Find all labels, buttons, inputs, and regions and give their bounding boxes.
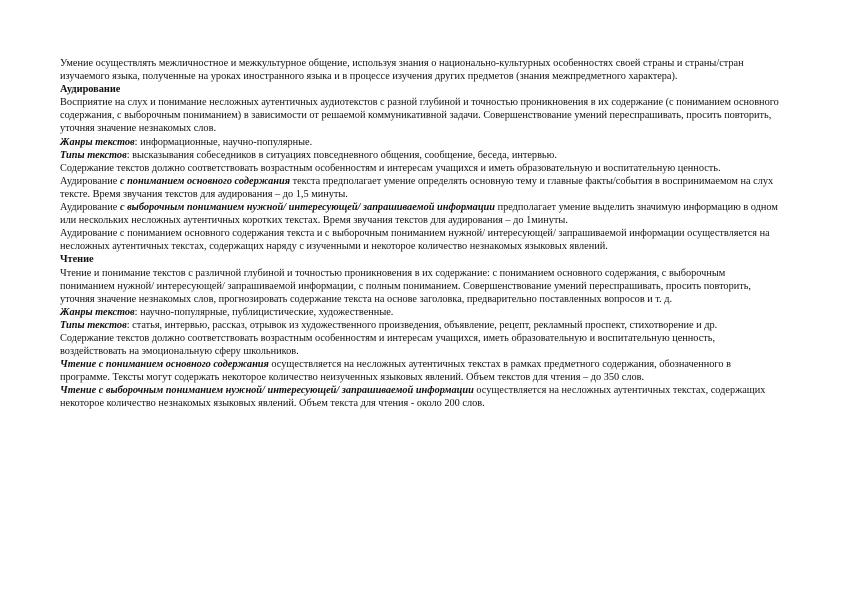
listening-sel-post: предполагает умение выделить значимую информацию в одном или нескольких несложных аутентичных коротких текстах. Время звучания текстов для аудирования – до 1минуты. [60,202,778,227]
reading-description: Чтение и понимание текстов с различной глубиной и точностью проникновения в их содержание: с пониманием основного содержания, с выборочным пониманием нужной/ интересующей/ запрашиваемой информации, с полным пониманием. Совершенствование умений переспрашивать, просить повторить, уточняя значение незнакомых слов, прогнозировать содержание текста на основе заголовка, предварительно поставленных вопросов и т. д. [60,267,752,305]
reading-content-requirement: Содержание текстов должно соответствовать возрастным особенностям и интересам учащихся, иметь образовательную и воспитательную ценность, воздействовать на эмоциональную сферу школьников. [60,332,716,358]
reading-selective-understanding [60,384,780,410]
listening-main-emphasis: с пониманием основного содержания [119,175,291,187]
listening-combined: Аудирование с пониманием основного содержания текста и с выборочным пониманием нужной/ интересующей/ запрашиваемой информации осуществляется на несложных аутентичных текстах, содержащих наряду с изученными и некоторое количество незнакомых языковых явлений. [60,228,770,253]
listening-types-label: Типы текстов [60,149,127,161]
reading-main-understanding [60,358,780,384]
listening-sel-pre: Аудирование [60,202,120,214]
listening-main-understanding [60,175,780,201]
reading-types [60,319,780,332]
listening-description: Восприятие на слух и понимание несложных аутентичных аудиотекстов с разной глубиной и точностью проникновения в их содержание (с пониманием основного содержания, с выборочным пониманием) в зависимости от решаемой коммуникативной задачи. Совершенствование умений переспрашивать, просить повторить, уточняя значение незнакомых слов. [60,97,779,135]
reading-types-label: Типы текстов [60,319,127,331]
listening-types [60,149,780,162]
listening-genres-text: : информационные, научно-популярные. [134,136,313,148]
document-body [60,57,780,411]
reading-genres [60,306,780,319]
reading-sel-emphasis: Чтение с выборочным пониманием нужной/ интересующей/ запрашиваемой информации [60,385,474,397]
listening-sel-emphasis: с выборочным пониманием нужной/ интересующей/ запрашиваемой информации [119,202,496,214]
reading-heading: Чтение [60,254,94,266]
reading-genres-text: : научно-популярные, публицистические, художественные. [134,306,394,318]
reading-sel-post: осуществляется на несложных аутентичных текстах, содержащих некоторое количество незнакомых языковых явлений. Объем текста для чтения - около 200 слов. [60,385,766,410]
listening-main-post: текста предполагает умение определять основную тему и главные факты/события в воспринимаемом на слух тексте. Время звучания текстов для аудирования – до 1,5 минуты. [60,175,774,200]
listening-genres [60,136,780,149]
listening-main-pre: Аудирование [60,175,120,187]
listening-content-requirement: Содержание текстов должно соответствовать возрастным особенностям и интересам учащихся и иметь образовательную и воспитательную ценность. [60,162,721,174]
reading-types-text: : статья, интервью, рассказ, отрывок из художественного произведения, объявление, рецепт, рекламный проспект, стихотворение и др. [126,319,718,331]
listening-heading: Аудирование [60,84,121,96]
reading-genres-label: Жанры текстов [60,306,135,318]
intro-paragraph: Умение осуществлять межличностное и межкультурное общение, используя знания о национально-культурных особенностях своей страны и страны/стран изучаемого языка, полученные на уроках иностранного языка и в процессе изучения других предметов (знания межпредметного характера). [60,58,744,83]
listening-genres-label: Жанры текстов [60,136,135,148]
reading-main-emphasis: Чтение с пониманием основного содержания [60,359,269,371]
listening-selective-understanding [60,201,780,227]
reading-main-post: осуществляется на несложных аутентичных текстах в рамках предметного содержания, обозначенного в программе. Тексты могут содержать некоторое количество неизученных языковых явлений. Объем текстов для чтения – до 350 слов. [60,359,731,384]
listening-types-text: : высказывания собеседников в ситуациях повседневного общения, сообщение, беседа, интервью. [126,149,557,161]
